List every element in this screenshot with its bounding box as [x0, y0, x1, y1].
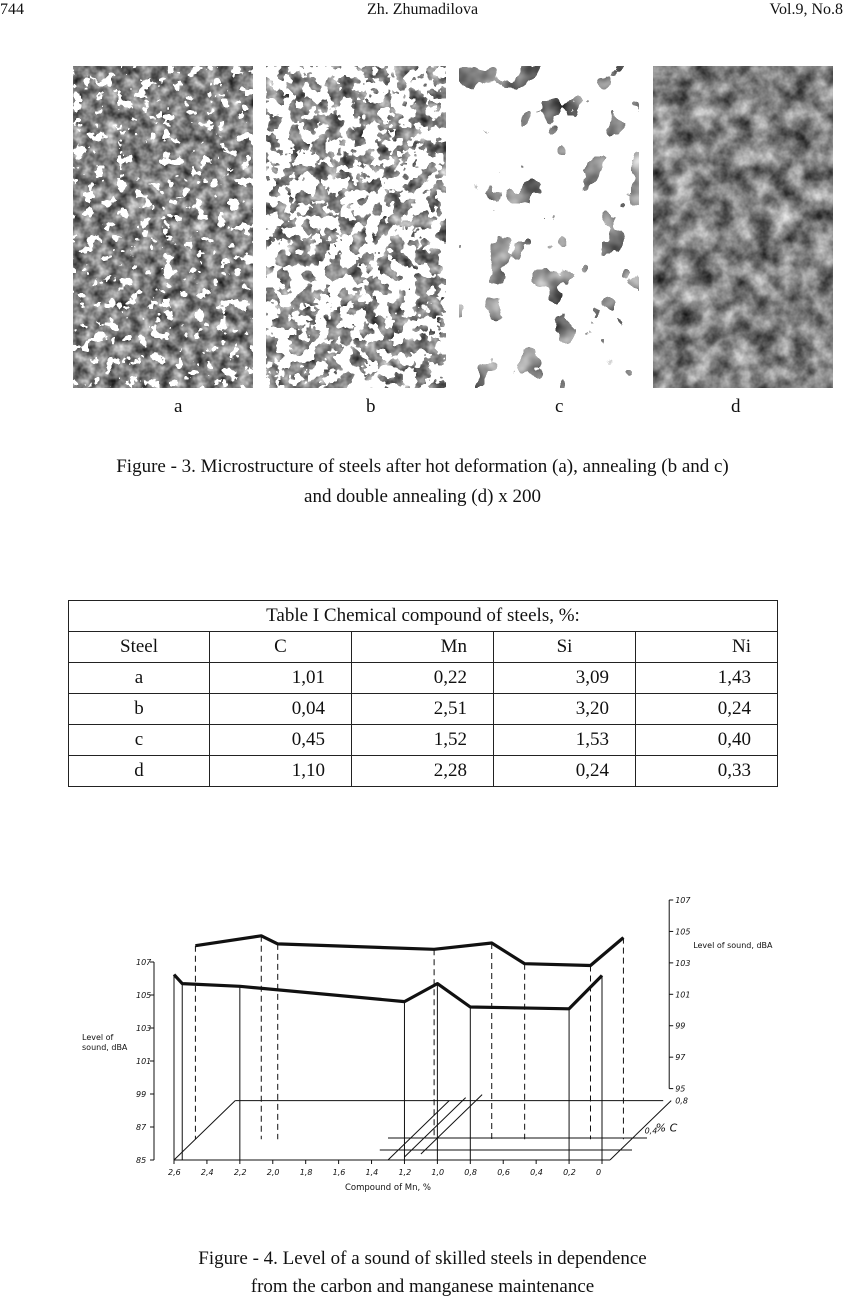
panel-label-b: b	[366, 396, 376, 417]
figure4-caption-line2: from the carbon and manganese maintenance	[250, 1276, 595, 1297]
col-header: Steel	[69, 632, 210, 663]
x-tick-label: 0,8	[464, 1168, 478, 1177]
running-volume: Vol.9, No.8	[769, 1, 843, 18]
right-tick-label: 95	[675, 1084, 686, 1094]
x-tick-label: 1,0	[431, 1168, 445, 1177]
depth-guide-line	[404, 1098, 465, 1157]
panel-label-d: d	[731, 396, 741, 417]
depth-edge-left	[174, 1101, 235, 1160]
right-tick-label: 105	[675, 927, 691, 937]
depth-guide-line	[388, 1101, 449, 1160]
x-tick-label: 2,2	[233, 1168, 247, 1177]
table-cell: 3,20	[494, 694, 636, 725]
table-cell: 2,51	[352, 694, 494, 725]
table-cell: d	[69, 756, 210, 787]
page-number: 744	[0, 1, 24, 18]
x-tick-label: 1,2	[398, 1168, 412, 1177]
x-tick-label: 2,0	[266, 1168, 280, 1177]
table-cell: 0,24	[494, 756, 636, 787]
x-tick-label: 1,8	[299, 1168, 313, 1177]
right-tick-label: 101	[675, 990, 691, 1000]
table-cell: 0,33	[636, 756, 778, 787]
table-cell: b	[69, 694, 210, 725]
table-cell: 0,22	[352, 663, 494, 694]
x-tick-label: 1,4	[365, 1168, 379, 1177]
table-row	[69, 725, 778, 756]
table-cell: 1,43	[636, 663, 778, 694]
table-row	[69, 663, 778, 694]
micrograph-a	[73, 66, 253, 388]
x-tick-label: 0,6	[497, 1168, 510, 1177]
micrograph-c	[459, 66, 639, 388]
table-cell: 0,45	[210, 725, 352, 756]
right-tick-label: 103	[675, 958, 691, 968]
col-header: Mn	[352, 632, 494, 663]
x-axis-title: Compound of Mn, %	[345, 1183, 431, 1193]
table-cell: 1,53	[494, 725, 636, 756]
z-tick-label: 0,8	[675, 1096, 688, 1106]
table-cell: 0,40	[636, 725, 778, 756]
table-cell: 3,09	[494, 663, 636, 694]
micrograph-b	[266, 66, 446, 388]
table-header-row	[69, 632, 778, 663]
table-cell: c	[69, 725, 210, 756]
z-tick-label: 0,4	[644, 1126, 658, 1136]
right-tick-label: 97	[675, 1053, 686, 1063]
col-header: Si	[494, 632, 636, 663]
sound-level-chart	[0, 880, 845, 1210]
col-header: C	[210, 632, 352, 663]
table-cell: 0,24	[636, 694, 778, 725]
right-tick-label: 107	[675, 896, 691, 905]
x-tick-label: 2,6	[168, 1168, 181, 1177]
table-cell: 1,01	[210, 663, 352, 694]
sound-level-series-line	[195, 936, 623, 966]
chemical-table	[68, 600, 778, 787]
table-cell: 2,28	[352, 756, 494, 787]
running-author: Zh. Zhumadilova	[366, 1, 479, 18]
figure3-caption-line2: and double annealing (d) x 200	[304, 486, 541, 507]
x-tick-label: 0,4	[530, 1168, 543, 1177]
x-tick-label: 0,2	[563, 1168, 576, 1177]
x-tick-label: 1,6	[332, 1168, 346, 1177]
right-tick-label: 99	[675, 1021, 686, 1031]
left-tick-label: 85	[136, 1156, 147, 1165]
figure4-caption-line1: Figure - 4. Level of a sound of skilled steels in dependence	[198, 1248, 647, 1269]
right-axis-title: Level of sound, dBA	[693, 941, 773, 950]
table-cell: 0,04	[210, 694, 352, 725]
left-tick-label: 107	[136, 958, 152, 967]
micrograph-d	[653, 66, 833, 388]
left-tick-label: 99	[136, 1090, 147, 1099]
left-axis-title: Level of	[82, 1033, 114, 1042]
z-axis-title: % C	[655, 1121, 678, 1135]
table-row	[69, 694, 778, 725]
left-tick-label: 105	[136, 991, 152, 1000]
left-axis-title: sound, dBA	[82, 1043, 128, 1052]
table-cell: a	[69, 663, 210, 694]
left-tick-label: 87	[136, 1123, 147, 1132]
left-tick-label: 101	[136, 1057, 152, 1066]
x-tick-label: 2,4	[200, 1168, 214, 1177]
panel-label-c: c	[555, 396, 564, 417]
x-tick-label: 0	[596, 1168, 602, 1177]
panel-label-a: a	[174, 396, 183, 417]
figure3-caption-line1: Figure - 3. Microstructure of steels after hot deformation (a), annealing (b and c)	[116, 456, 729, 477]
col-header: Ni	[636, 632, 778, 663]
sound-level-series-line	[174, 975, 602, 1009]
depth-guide-line	[421, 1095, 482, 1154]
table-title: Table I Chemical compound of steels, %:	[69, 601, 778, 632]
table-cell: 1,52	[352, 725, 494, 756]
table-row	[69, 756, 778, 787]
left-tick-label: 103	[136, 1024, 152, 1033]
table-cell: 1,10	[210, 756, 352, 787]
